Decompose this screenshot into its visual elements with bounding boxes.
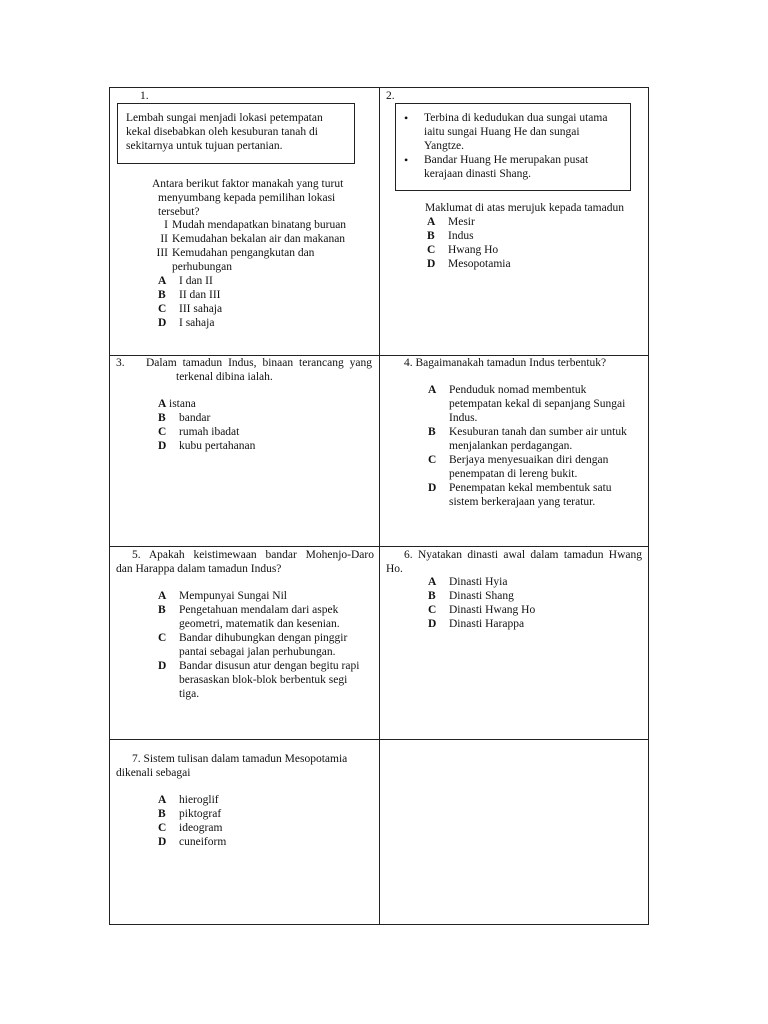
option-letter: A: [158, 398, 167, 410]
question-stem: Dalam tamadun Indus, binaan terancang yang: [146, 357, 372, 369]
question-stem: terkenal dibina ialah.: [176, 371, 273, 383]
option-letter: C: [428, 604, 437, 616]
statement-numeral: II: [160, 233, 168, 245]
option-text: pantai sebagai jalan perhubungan.: [179, 646, 336, 658]
option-letter: D: [428, 482, 437, 494]
option-text: Hwang Ho: [448, 244, 499, 256]
option-letter: D: [428, 618, 437, 630]
option-d[interactable]: [427, 257, 511, 271]
option-text: Dinasti Hwang Ho: [449, 604, 536, 616]
option-letter: A: [427, 216, 436, 228]
option-c[interactable]: [158, 425, 239, 439]
option-b[interactable]: [428, 589, 514, 603]
statement-text: perhubungan: [172, 261, 233, 273]
option-letter: B: [428, 426, 436, 438]
stimulus-line: sekitarnya untuk tujuan pertanian.: [126, 140, 283, 152]
option-text: Kesuburan tanah dan sumber air untuk: [449, 426, 627, 438]
option-b[interactable]: [427, 229, 474, 243]
option-c[interactable]: [427, 243, 498, 257]
option-b[interactable]: [158, 411, 210, 425]
option-text: sistem berkerajaan yang teratur.: [449, 496, 596, 508]
option-text: I dan II: [179, 275, 213, 287]
question-stem: 7. Sistem tulisan dalam tamadun Mesopotamia: [132, 753, 348, 765]
option-a[interactable]: [158, 793, 219, 807]
option-text: geometri, matematik dan kesenian.: [179, 618, 340, 630]
question-grid: [109, 87, 649, 925]
question-stem: dan Harappa dalam tamadun Indus?: [116, 563, 282, 575]
option-c[interactable]: [158, 631, 347, 645]
statement-text: Kemudahan pengangkutan dan: [172, 247, 315, 259]
option-letter: C: [158, 632, 167, 644]
option-letter: D: [158, 660, 167, 672]
option-letter: C: [158, 303, 167, 315]
question-7-cell: [110, 740, 379, 924]
option-a[interactable]: [158, 589, 287, 603]
bullet-item: [404, 111, 624, 155]
option-text: hieroglif: [179, 794, 219, 806]
bullet-text: [424, 111, 607, 153]
option-text: tiga.: [179, 688, 200, 700]
option-a[interactable]: [428, 383, 586, 397]
option-text: petempatan kekal di sepanjang Sungai: [449, 398, 626, 410]
question-5-cell: [110, 547, 379, 739]
option-text: II dan III: [179, 289, 221, 301]
option-letter: A: [428, 384, 437, 396]
option-text: Dinasti Shang: [449, 590, 514, 602]
option-letter: B: [158, 808, 166, 820]
statement-item: [146, 218, 346, 232]
option-letter: D: [158, 440, 167, 452]
question-2-number: 2.: [386, 90, 395, 102]
option-letter: C: [158, 426, 167, 438]
bullet-item: [404, 153, 624, 183]
option-letter: A: [158, 794, 167, 806]
option-text: Pengetahuan mendalam dari aspek: [179, 604, 339, 616]
option-letter: B: [158, 412, 166, 424]
bullet-line: kerajaan dinasti Shang.: [424, 168, 531, 180]
option-b[interactable]: [428, 425, 627, 439]
question-2-cell: [380, 88, 648, 355]
option-text: menjalankan perdagangan.: [449, 440, 573, 452]
bullet-line: Terbina di kedudukan dua sungai utama: [424, 112, 608, 124]
question-stem: menyumbang kepada pemilihan lokasi: [158, 192, 336, 204]
question-1-number: 1.: [140, 90, 149, 102]
option-b[interactable]: [158, 807, 221, 821]
option-letter: D: [427, 258, 436, 270]
empty-cell: [380, 740, 648, 924]
question-2-stimulus-box: [395, 103, 631, 191]
bullet-line: Bandar Huang He merupakan pusat: [424, 154, 589, 166]
statement-item: [146, 246, 314, 260]
option-text: ideogram: [179, 822, 223, 834]
option-d[interactable]: [158, 316, 214, 330]
statement-item: [146, 260, 232, 274]
option-text: Penempatan kekal membentuk satu: [449, 482, 612, 494]
option-text: penempatan di lereng bukit.: [449, 468, 578, 480]
question-stem: Ho.: [386, 563, 403, 575]
question-6-cell: [380, 547, 648, 739]
option-letter: C: [158, 822, 167, 834]
bullet-text: [424, 153, 588, 181]
option-text: Penduduk nomad membentuk: [449, 384, 587, 396]
question-stem: Antara berikut faktor manakah yang turut: [152, 178, 344, 190]
option-a[interactable]: [158, 397, 196, 411]
question-stem: tersebut?: [158, 206, 200, 218]
option-d[interactable]: [428, 617, 524, 631]
question-1-cell: [110, 88, 379, 355]
question-1-stimulus-box: [117, 103, 355, 164]
option-d[interactable]: [428, 481, 612, 495]
option-text: cuneiform: [179, 836, 227, 848]
option-text: bandar: [179, 412, 211, 424]
question-stem: 6. Nyatakan dinasti awal dalam tamadun Hwang: [404, 549, 642, 561]
bullet-icon: •: [404, 153, 409, 167]
option-c[interactable]: [158, 821, 222, 835]
option-letter: B: [427, 230, 435, 242]
option-a[interactable]: [158, 274, 213, 288]
option-text: rumah ibadat: [179, 426, 240, 438]
option-letter: D: [158, 317, 167, 329]
bullet-line: iaitu sungai Huang He dan sungai: [424, 126, 580, 138]
question-stem: 5. Apakah keistimewaan bandar Mohenjo-Daro: [132, 549, 374, 561]
option-text: Indus.: [449, 412, 478, 424]
bullet-line: Yangtze.: [424, 140, 465, 152]
statement-numeral: I: [164, 219, 168, 231]
option-c[interactable]: [428, 603, 535, 617]
option-d[interactable]: [158, 659, 359, 673]
option-text: Mesopotamia: [448, 258, 511, 270]
question-3-cell: [110, 356, 379, 546]
option-letter: C: [428, 454, 437, 466]
statement-numeral: III: [156, 247, 168, 259]
option-letter: A: [158, 590, 167, 602]
bullet-icon: •: [404, 111, 409, 125]
option-letter: C: [427, 244, 436, 256]
option-text: Indus: [448, 230, 474, 242]
option-c[interactable]: [158, 302, 222, 316]
option-letter: B: [428, 590, 436, 602]
option-b[interactable]: [158, 288, 221, 302]
question-stem: Maklumat di atas merujuk kepada tamadun: [425, 202, 624, 214]
option-text: berasaskan blok-blok berbentuk segi: [179, 674, 348, 686]
option-letter: A: [158, 275, 167, 287]
option-text: kubu pertahanan: [179, 440, 256, 452]
option-letter: A: [428, 576, 437, 588]
option-text: Mempunyai Sungai Nil: [179, 590, 287, 602]
option-text: Berjaya menyesuaikan diri dengan: [449, 454, 609, 466]
statement-text: Mudah mendapatkan binatang buruan: [172, 219, 347, 231]
option-text: Dinasti Hyia: [449, 576, 508, 588]
option-text: Dinasti Harappa: [449, 618, 525, 630]
option-text: Mesir: [448, 216, 475, 228]
statement-text: Kemudahan bekalan air dan makanan: [172, 233, 346, 245]
option-text: istana: [169, 398, 196, 410]
option-a[interactable]: [427, 215, 475, 229]
stimulus-line: Lembah sungai menjadi lokasi petempatan: [126, 112, 323, 124]
option-d[interactable]: [158, 439, 255, 453]
stimulus-line: kekal disebabkan oleh kesuburan tanah di: [126, 126, 318, 138]
option-text: III sahaja: [179, 303, 223, 315]
option-text: I sahaja: [179, 317, 215, 329]
question-stem: 4. Bagaimanakah tamadun Indus terbentuk?: [404, 357, 607, 369]
option-b[interactable]: [158, 603, 338, 617]
statement-item: [146, 232, 345, 246]
question-stem: dikenali sebagai: [116, 767, 191, 779]
option-text: Bandar dihubungkan dengan pinggir: [179, 632, 348, 644]
question-4-cell: [380, 356, 648, 546]
option-a[interactable]: [428, 575, 507, 589]
option-d[interactable]: [158, 835, 226, 849]
option-letter: D: [158, 836, 167, 848]
option-c[interactable]: [428, 453, 608, 467]
option-letter: B: [158, 604, 166, 616]
option-text: Bandar disusun atur dengan begitu rapi: [179, 660, 360, 672]
option-letter: B: [158, 289, 166, 301]
question-3-number: 3.: [116, 357, 125, 369]
option-text: piktograf: [179, 808, 222, 820]
